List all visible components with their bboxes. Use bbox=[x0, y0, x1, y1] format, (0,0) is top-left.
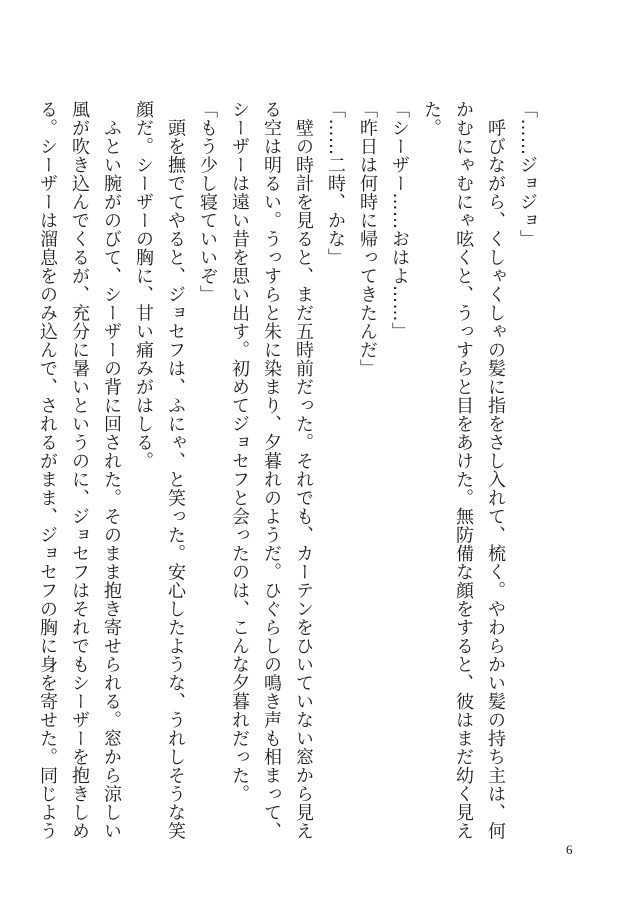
text-line: かむにゃむにゃ呟くと、うっすらと目をあけた。無防備な顔をすると、彼はまだ幼く見え bbox=[453, 100, 474, 840]
text-line: 風が吹き込んでくるが、充分に暑いというのに、ジョセフはそれでもシーザーを抱きしめ bbox=[69, 100, 90, 840]
text-line: る。シーザーは溜息をのみ込んで、されるがまま、ジョセフの胸に身を寄せた。同じよう bbox=[37, 100, 58, 840]
text-line: 「シーザー……おはよ……」 bbox=[389, 100, 410, 341]
page-number: 6 bbox=[566, 842, 573, 857]
text-line: 「……二時、かな」 bbox=[325, 100, 346, 267]
text-line: 「……ジョジョ」 bbox=[517, 100, 538, 248]
text-line: ふとい腕がのびて、シーザーの背に回された。そのまま抱き寄せられる。窓から涼しい bbox=[101, 100, 122, 840]
text-line: 「もう少し寝ていいぞ」 bbox=[197, 100, 218, 304]
text-line: 頭を撫でてやると、ジョセフは、ふにゃ、と笑った。安心したような、うれしそうな笑 bbox=[165, 100, 186, 840]
text-line: 壁の時計を見ると、まだ五時前だった。それでも、カーテンをひいていない窓から見え bbox=[293, 100, 314, 840]
text-line: 顔だ。シーザーの胸に、甘い痛みがはしる。 bbox=[133, 100, 154, 470]
text-line: る空は明るい。うっすらと朱に染まり、夕暮れのようだ。ひぐらしの鳴き声も相まって、 bbox=[261, 100, 282, 840]
text-line: シーザーは遠い昔を思い出す。初めてジョセフと会ったのは、こんな夕暮れだった。 bbox=[229, 100, 250, 803]
text-line: 呼びながら、くしゃくしゃの髪に指をさし入れて、梳く。やわらかい髪の持ち主は、何 bbox=[485, 100, 506, 840]
text-line: た。 bbox=[421, 100, 442, 137]
vertical-text-body bbox=[31, 100, 543, 840]
text-line: 「昨日は何時に帰ってきたんだ」 bbox=[357, 100, 378, 378]
